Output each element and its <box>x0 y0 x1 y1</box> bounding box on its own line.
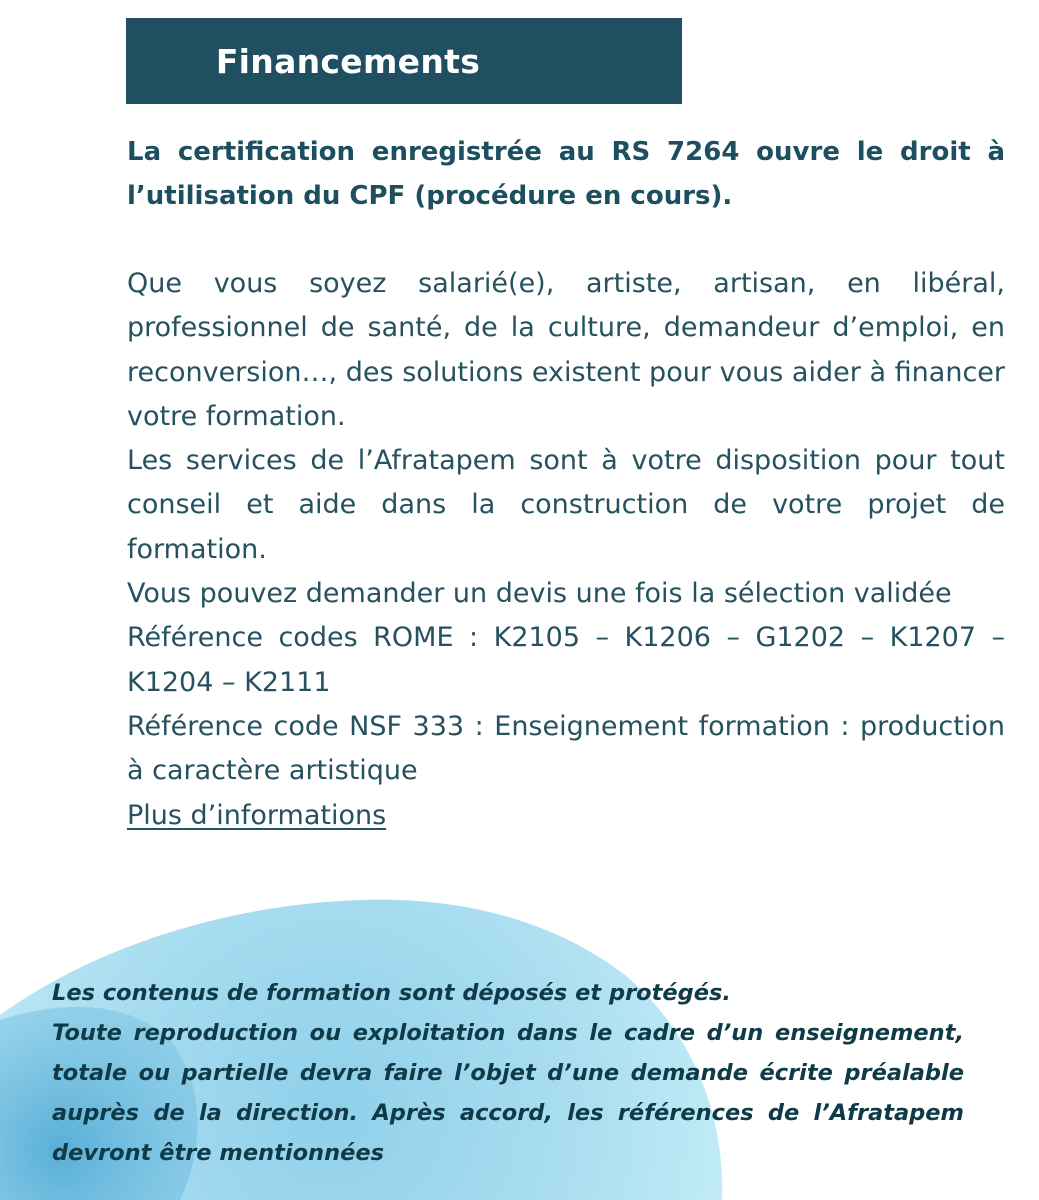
more-info-link[interactable]: Plus d’informations <box>127 799 387 831</box>
section-title: Financements <box>215 41 481 81</box>
copyright-notice <box>52 973 964 1173</box>
copyright-line-1: Les contenus de formation sont déposés et protégés. <box>52 980 731 1006</box>
paragraph-quote: Vous pouvez demander un devis une fois la sélection validée <box>127 578 952 610</box>
copyright-line-2: Toute reproduction ou exploitation dans le cadre d’un enseignement, totale ou partielle devra faire l’objet d’une demande écrite préalable auprès de la direction. Après accord, les références de l’Afratapem devront être mentionnées <box>52 1020 964 1166</box>
intro-text: La certification enregistrée au RS 7264 ouvre le droit à l’utilisation du CPF (procédure en cours). <box>127 137 1005 211</box>
section-banner <box>126 18 682 104</box>
paragraph-services: Les services de l’Afratapem sont à votre disposition pour tout conseil et aide dans la construction de votre projet de formation. <box>127 445 1005 565</box>
paragraph-rome-codes: Référence codes ROME : K2105 – K1206 – G1202 – K1207 – K1204 – K2111 <box>127 622 1005 698</box>
body-content <box>127 262 1005 838</box>
more-info-line <box>127 794 1005 838</box>
paragraph-nsf-code: Référence code NSF 333 : Enseignement formation : production à caractère artistique <box>127 710 1005 787</box>
paragraph-audience: Que vous soyez salarié(e), artiste, artisan, en libéral, professionnel de santé, de la culture, demandeur d’emploi, en reconversion…, des solutions existent pour vous aider à financer votre formation. <box>127 268 1005 432</box>
